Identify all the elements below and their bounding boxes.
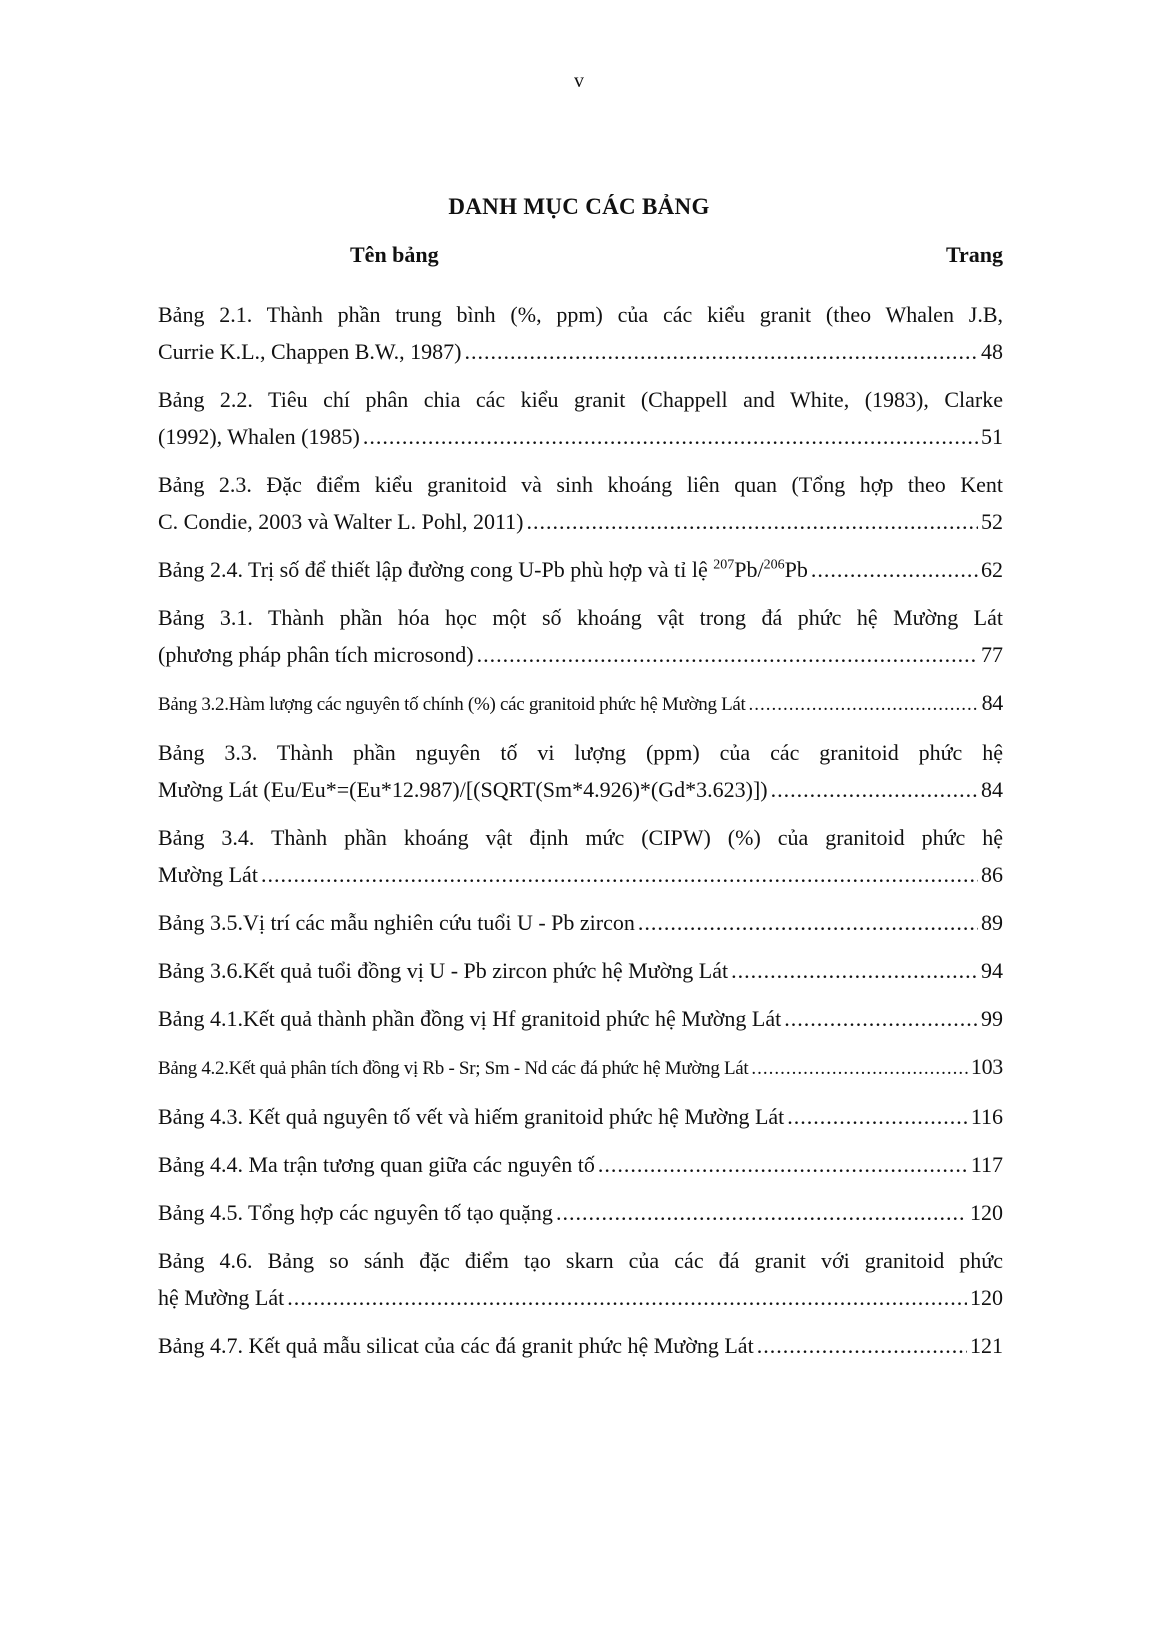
entry-page: 121 xyxy=(970,1333,1003,1358)
entry-title-line2: Currie K.L., Chappen B.W., 1987) xyxy=(158,339,462,364)
entry-page: 120 xyxy=(970,1200,1003,1225)
entry-title: Bảng 4.1.Kết quả thành phần đồng vị Hf granitoid phức hệ Mường Lát xyxy=(158,1006,782,1031)
entry-title-line2: Mường Lát (Eu/Eu*=(Eu*12.987)/[(SQRT(Sm*4.926)*(Gd*3.623)]) xyxy=(158,777,768,802)
leader-dots xyxy=(638,904,978,941)
entry-page: 84 xyxy=(981,777,1003,802)
leader-dots xyxy=(751,1050,967,1087)
list-item[interactable] xyxy=(158,734,1003,808)
leader-dots xyxy=(787,1098,968,1135)
leader-dots xyxy=(731,952,978,989)
entry-title-line1: Bảng 2.2. Tiêu chí phân chia các kiểu granit (Chappell and White, (1983), Clarke xyxy=(158,387,1003,412)
list-item[interactable] xyxy=(158,381,1003,455)
entry-title-line1: Bảng 2.3. Đặc điểm kiểu granitoid và sinh khoáng liên quan (Tổng hợp theo Kent xyxy=(158,472,1003,497)
list-item[interactable] xyxy=(158,296,1003,370)
entry-title-line2: (1992), Whalen (1985) xyxy=(158,424,360,449)
entry-title: Bảng 2.4. Trị số để thiết lập đường cong U-Pb phù hợp và tỉ lệ $^{207}$Pb/$^{206}$Pb xyxy=(158,557,808,582)
list-item[interactable] xyxy=(158,599,1003,673)
entry-title: Bảng 4.3. Kết quả nguyên tố vết và hiếm granitoid phức hệ Mường Lát xyxy=(158,1104,785,1129)
entry-title-line2: C. Condie, 2003 và Walter L. Pohl, 2011) xyxy=(158,509,524,534)
list-item[interactable] xyxy=(158,684,1003,723)
entry-page: 99 xyxy=(981,1006,1003,1031)
entry-page: 77 xyxy=(981,642,1003,667)
entry-title-line1: Bảng 4.6. Bảng so sánh đặc điểm tạo skarn của các đá granit với granitoid phức xyxy=(158,1248,1003,1273)
page-number: v xyxy=(574,70,584,92)
list-item[interactable] xyxy=(158,551,1003,588)
entry-page: 117 xyxy=(970,1152,1003,1177)
leader-dots xyxy=(784,1000,978,1037)
entry-title: Bảng 3.6.Kết quả tuổi đồng vị U - Pb zircon phức hệ Mường Lát xyxy=(158,958,729,983)
column-header-table-name: Tên bảng xyxy=(350,242,439,267)
list-item[interactable] xyxy=(158,1146,1003,1183)
leader-dots xyxy=(363,418,978,455)
leader-dots xyxy=(261,856,978,893)
entry-page: 94 xyxy=(981,958,1003,983)
entry-title: Bảng 3.5.Vị trí các mẫu nghiên cứu tuổi U - Pb zircon xyxy=(158,910,635,935)
leader-dots xyxy=(771,771,978,808)
leader-dots xyxy=(526,503,978,540)
entry-title: Bảng 4.2.Kết quả phân tích đồng vị Rb - Sr; Sm - Nd các đá phức hệ Mường Lát xyxy=(158,1058,749,1079)
entry-title: Bảng 4.5. Tổng hợp các nguyên tố tạo quặng xyxy=(158,1200,553,1225)
entry-title-line1: Bảng 3.3. Thành phần nguyên tố vi lượng (ppm) của các granitoid phức hệ xyxy=(158,740,1003,765)
table-list xyxy=(158,296,1003,1375)
entry-page: 120 xyxy=(970,1285,1003,1310)
list-item[interactable] xyxy=(158,1000,1003,1037)
list-item[interactable] xyxy=(158,819,1003,893)
entry-title-line2: hệ Mường Lát xyxy=(158,1285,285,1310)
list-item[interactable] xyxy=(158,952,1003,989)
entry-page: 48 xyxy=(981,339,1003,364)
list-item[interactable] xyxy=(158,466,1003,540)
superscript: 206 xyxy=(763,557,785,573)
entry-page: 51 xyxy=(981,424,1003,449)
page-title: DANH MỤC CÁC BẢNG xyxy=(448,194,710,219)
entry-title-line1: Bảng 2.1. Thành phần trung bình (%, ppm) của các kiểu granit (theo Whalen J.B, xyxy=(158,302,1003,327)
leader-dots xyxy=(598,1146,968,1183)
list-item[interactable] xyxy=(158,1098,1003,1135)
entry-page: 52 xyxy=(981,509,1003,534)
entry-title-line2: Mường Lát xyxy=(158,862,258,887)
entry-title: Bảng 4.7. Kết quả mẫu silicat của các đá granit phức hệ Mường Lát xyxy=(158,1333,754,1358)
entry-title-line2: (phương pháp phân tích microsond) xyxy=(158,642,474,667)
entry-page: 84 xyxy=(981,690,1003,715)
list-item[interactable] xyxy=(158,1048,1003,1087)
leader-dots xyxy=(556,1194,967,1231)
entry-title: Bảng 3.2.Hàm lượng các nguyên tố chính (%) các granitoid phức hệ Mường Lát xyxy=(158,694,746,715)
entry-page: 116 xyxy=(970,1104,1003,1129)
entry-title: Bảng 4.4. Ma trận tương quan giữa các nguyên tố xyxy=(158,1152,595,1177)
entry-page: 62 xyxy=(981,557,1003,582)
entry-title-line1: Bảng 3.4. Thành phần khoáng vật định mức (CIPW) (%) của granitoid phức hệ xyxy=(158,825,1003,850)
leader-dots xyxy=(749,686,979,723)
entry-page: 103 xyxy=(970,1054,1003,1079)
leader-dots xyxy=(464,333,978,370)
list-item[interactable] xyxy=(158,1242,1003,1316)
list-item[interactable] xyxy=(158,1194,1003,1231)
list-item[interactable] xyxy=(158,904,1003,941)
column-header-page: Trang xyxy=(945,242,1003,267)
leader-dots xyxy=(811,551,978,588)
leader-dots xyxy=(477,636,978,673)
leader-dots xyxy=(287,1279,967,1316)
entry-page: 89 xyxy=(981,910,1003,935)
list-item[interactable] xyxy=(158,1327,1003,1364)
entry-page: 86 xyxy=(981,862,1003,887)
entry-title-line1: Bảng 3.1. Thành phần hóa học một số khoáng vật trong đá phức hệ Mường Lát xyxy=(158,605,1003,630)
superscript: 207 xyxy=(713,557,735,573)
leader-dots xyxy=(757,1327,967,1364)
